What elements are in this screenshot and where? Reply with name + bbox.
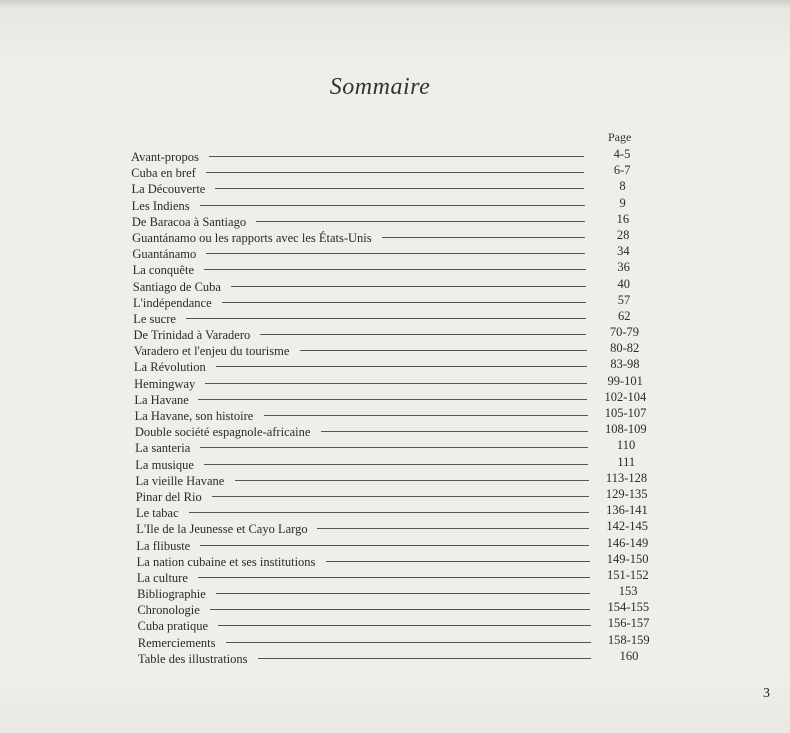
toc-leader-line bbox=[206, 253, 585, 254]
toc-leader-line bbox=[186, 318, 586, 319]
toc-entry-page: 102-104 bbox=[604, 389, 647, 404]
toc-entry bbox=[130, 164, 670, 180]
toc-leader-line bbox=[198, 399, 587, 400]
toc-entry-page: 105-107 bbox=[604, 406, 647, 420]
toc-leader-line bbox=[198, 577, 590, 578]
toc-entry bbox=[130, 423, 670, 439]
toc-entry-label: Table des illustrations bbox=[138, 651, 248, 666]
toc-leader-line bbox=[200, 205, 585, 206]
toc-entry-page: 9 bbox=[619, 195, 626, 210]
toc-entry bbox=[130, 520, 670, 536]
toc-entry bbox=[130, 650, 670, 666]
toc-entry bbox=[130, 537, 670, 553]
toc-entry-label: Santiago de Cuba bbox=[132, 279, 221, 294]
toc-entry-page: 4-5 bbox=[613, 147, 631, 161]
toc-entry bbox=[130, 634, 670, 650]
toc-entry-page: 136-141 bbox=[606, 503, 648, 518]
toc-entry-page: 6-7 bbox=[613, 163, 631, 178]
toc-leader-line bbox=[300, 350, 587, 351]
toc-entry bbox=[130, 601, 670, 617]
toc-entry-page: 129-135 bbox=[605, 486, 648, 501]
toc-entry bbox=[130, 245, 670, 261]
toc-leader-line bbox=[226, 642, 591, 643]
toc-entry-label: Chronologie bbox=[137, 603, 200, 618]
toc-entry bbox=[130, 261, 670, 277]
toc-entry bbox=[130, 148, 670, 164]
toc-entry-label: Varadero et l'enjeu du tourisme bbox=[133, 344, 290, 359]
toc-leader-line bbox=[231, 286, 586, 287]
toc-entry-page: 154-155 bbox=[607, 600, 650, 615]
toc-entry-page: 151-152 bbox=[607, 567, 649, 582]
toc-entry-page: 62 bbox=[618, 308, 631, 323]
toc-entry bbox=[130, 310, 670, 326]
toc-leader-line bbox=[222, 302, 586, 303]
page-column-header: Page bbox=[608, 130, 632, 144]
toc-entry-label: Les Indiens bbox=[131, 198, 190, 213]
toc-entry-label: Le sucre bbox=[133, 311, 176, 326]
toc-entry-label: Hemingway bbox=[134, 376, 196, 391]
toc-entry-page: 8 bbox=[619, 179, 626, 194]
toc-entry-label: Remerciements bbox=[137, 635, 216, 650]
toc-entry-page: 28 bbox=[616, 227, 630, 242]
toc-entry bbox=[130, 358, 670, 374]
toc-entry bbox=[130, 326, 670, 342]
toc-entry-page: 160 bbox=[619, 648, 639, 663]
toc-entry-label: Bibliographie bbox=[137, 587, 206, 602]
toc-leader-line bbox=[210, 609, 590, 610]
toc-entry-label: L'indépendance bbox=[133, 295, 212, 310]
toc-entry-label: La culture bbox=[136, 570, 188, 585]
toc-entry bbox=[130, 197, 670, 213]
toc-leader-line bbox=[189, 512, 589, 513]
toc-entry-label: Le tabac bbox=[135, 506, 179, 521]
toc-entry bbox=[130, 229, 670, 245]
toc-entry-label: La flibuste bbox=[136, 538, 191, 553]
toc-entry bbox=[130, 569, 670, 585]
toc-leader-line bbox=[216, 593, 590, 594]
toc-entry-page: 83-98 bbox=[610, 357, 640, 372]
toc-entry bbox=[130, 617, 670, 633]
toc-entry-page: 36 bbox=[617, 260, 630, 275]
toc-entry bbox=[130, 488, 670, 504]
toc-entry-label: La Havane, son histoire bbox=[134, 409, 254, 423]
toc-entry-page: 111 bbox=[617, 454, 636, 469]
toc-entry-label: La vieille Havane bbox=[135, 473, 225, 488]
toc-entry-label: Pinar del Rio bbox=[135, 489, 202, 504]
toc-entry bbox=[130, 180, 670, 196]
toc-entry-page: 57 bbox=[617, 292, 631, 307]
toc-leader-line bbox=[206, 172, 584, 173]
toc-entry-label: La Révolution bbox=[133, 360, 206, 375]
toc-entry bbox=[130, 391, 670, 407]
toc-entry bbox=[130, 342, 670, 358]
toc-leader-line bbox=[200, 447, 588, 448]
toc-entry-page: 156-157 bbox=[607, 616, 650, 631]
toc-leader-line bbox=[212, 496, 589, 497]
toc-entry bbox=[130, 504, 670, 520]
toc-leader-line bbox=[317, 528, 589, 529]
toc-entry bbox=[130, 472, 670, 488]
toc-entry-page: 80-82 bbox=[610, 341, 640, 356]
toc-entry-page: 70-79 bbox=[609, 325, 640, 340]
toc-entry-page: 149-150 bbox=[606, 551, 649, 566]
toc-entry bbox=[130, 585, 670, 601]
page-number: 3 bbox=[763, 686, 770, 701]
toc-entry-label: Guantánamo bbox=[132, 247, 197, 262]
toc-entry-page: 40 bbox=[617, 276, 631, 291]
toc-entry bbox=[130, 439, 670, 455]
toc-leader-line bbox=[260, 334, 586, 335]
toc-entry-label: La nation cubaine et ses institutions bbox=[136, 554, 316, 569]
toc-leader-line bbox=[326, 561, 590, 562]
toc-entry-label: De Trinidad à Varadero bbox=[133, 328, 251, 343]
table-of-contents bbox=[130, 148, 670, 666]
toc-entry-page: 153 bbox=[618, 584, 638, 599]
toc-leader-line bbox=[235, 480, 589, 481]
toc-entry-label: L'Ile de la Jeunesse et Cayo Largo bbox=[136, 522, 308, 537]
toc-entry bbox=[130, 375, 670, 391]
toc-leader-line bbox=[205, 383, 587, 384]
toc-entry-page: 99-101 bbox=[607, 373, 643, 388]
toc-leader-line bbox=[382, 237, 585, 238]
toc-entry-label: Guantánamo ou les rapports avec les États-Unis bbox=[132, 230, 372, 245]
toc-entry-page: 158-159 bbox=[607, 632, 650, 647]
toc-entry-label: Avant-propos bbox=[131, 150, 199, 164]
toc-entry-label: La musique bbox=[135, 457, 194, 472]
page-title: Sommaire bbox=[329, 74, 431, 100]
toc-entry-label: La santeria bbox=[135, 441, 191, 456]
toc-entry bbox=[130, 553, 670, 569]
toc-leader-line bbox=[321, 431, 588, 432]
toc-entry-label: La conquête bbox=[132, 263, 195, 278]
page-top-shadow bbox=[0, 0, 790, 8]
toc-leader-line bbox=[209, 156, 584, 157]
toc-entry-label: La Découverte bbox=[131, 182, 206, 197]
toc-entry-page: 16 bbox=[616, 211, 630, 226]
toc-leader-line bbox=[256, 221, 585, 222]
toc-entry bbox=[130, 213, 670, 229]
toc-leader-line bbox=[216, 366, 587, 367]
toc-entry-page: 110 bbox=[616, 438, 636, 453]
toc-leader-line bbox=[204, 269, 586, 270]
toc-entry bbox=[130, 278, 670, 294]
toc-entry bbox=[130, 456, 670, 472]
toc-leader-line bbox=[204, 464, 588, 465]
toc-entry-label: Double société espagnole-africaine bbox=[134, 425, 311, 440]
toc-entry bbox=[130, 294, 670, 310]
toc-entry-label: Cuba en bref bbox=[131, 166, 196, 181]
toc-leader-line bbox=[264, 415, 588, 416]
toc-entry-page: 146-149 bbox=[606, 535, 649, 550]
toc-entry-label: De Baracoa à Santiago bbox=[131, 214, 247, 229]
toc-leader-line bbox=[258, 658, 591, 659]
toc-leader-line bbox=[200, 545, 589, 546]
toc-leader-line bbox=[218, 625, 591, 626]
toc-entry bbox=[130, 407, 670, 423]
toc-entry-page: 108-109 bbox=[604, 422, 647, 437]
toc-entry-label: Cuba pratique bbox=[137, 619, 209, 634]
toc-leader-line bbox=[215, 188, 584, 189]
toc-entry-page: 34 bbox=[617, 244, 630, 259]
toc-entry-page: 113-128 bbox=[605, 470, 648, 485]
toc-entry-page: 142-145 bbox=[606, 519, 649, 534]
toc-entry-label: La Havane bbox=[134, 392, 189, 407]
